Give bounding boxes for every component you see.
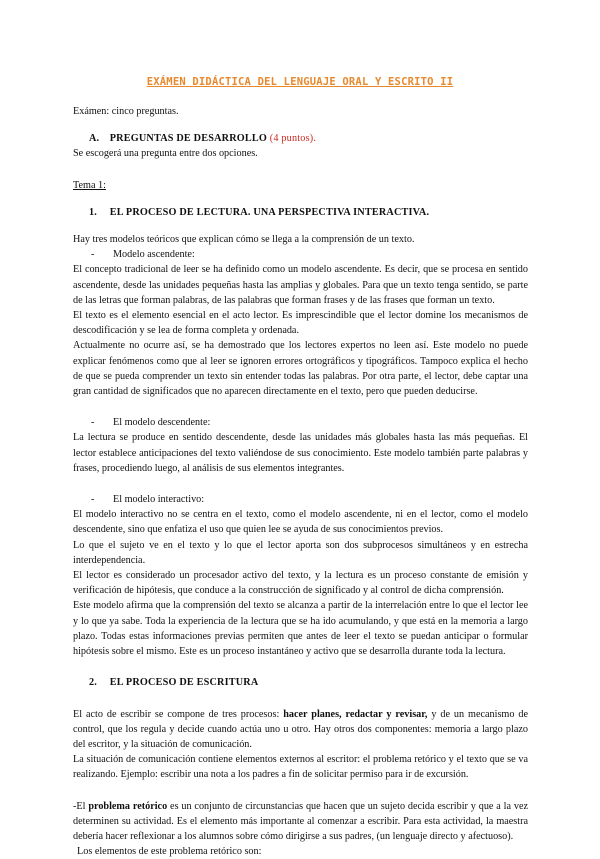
document-body <box>73 104 528 859</box>
escritura-paragraph-2: La situación de comunicación contiene elementos externos al escritor: el problema retórico y el texto que se va realizando. Ejemplo: escribir una nota a los padres a fin de solicitar permiso para ir de excursión. <box>73 754 528 781</box>
ascendente-paragraph-1: El concepto tradicional de leer se ha definido como un modelo ascendente. Es decir, que se procesa en sentido ascendente, desde las unidades pequeñas hasta las amplias y globales. Para que un texto tenga sentido, se parte de las letras que forman palabras, de las palabras que forman frases y de las frases que forman un texto. <box>73 264 528 306</box>
bullet-interactivo: - El modelo interactivo: <box>91 494 205 506</box>
interactivo-paragraph-1: El modelo interactivo no se centra en el texto, como el modelo ascendente, ni en el lector, como el modelo descendente, sino que enfatiza el uso que quien lee se ayuda de sus conocimientos previos. <box>73 509 528 536</box>
section-a-label: PREGUNTAS DE DESARROLLO <box>109 133 267 145</box>
tema-label: Tema 1: <box>73 179 106 191</box>
bullet-ascendente: - Modelo ascendente: <box>91 249 195 261</box>
heading-escritura <box>73 675 528 690</box>
heading-lectura-text: EL PROCESO DE LECTURA. UNA PERSPECTIVA INTERACTIVA. <box>109 206 430 218</box>
bullet-descendente: - El modelo descendente: <box>91 417 211 429</box>
interactivo-paragraph-3: El lector es considerado un procesador activo del texto, y la lectura es un proceso constante de emisión y verificación de hipótesis, que conduce a la construcción de significado y al control de dicha comprensión. <box>73 570 528 597</box>
ascendente-paragraph-3: Actualmente no ocurre así, se ha demostrado que los lectores expertos no leen así. Este modelo no puede explicar fenómenos como que al leer se ignoren errores ortográficos y tipográficos. Tampoco explica el hecho de que se pueda comprender un texto sin entender todas las palabras. Por otra parte, el lector, debe captar una gran cantidad de significados que no aparecen directamente en el texto, pero que pueden deducirse. <box>73 340 528 398</box>
section-a-letter: A. <box>89 133 100 145</box>
document-title: EXÁMEN DIDÁCTICA DEL LENGUAJE ORAL Y ESCRITO II <box>146 76 454 88</box>
escritura-paragraph-1 <box>73 707 528 753</box>
heading-lectura-number: 1. <box>89 206 98 218</box>
exam-intro: Exámen: cinco preguntas. <box>73 106 179 117</box>
escritura-p1-end: y de un mecanismo de control, que los regula y decide cuando actúa uno u otro. Hay otros dos componentes: memoria a largo plazo del escritor, y la situación de comunicación. <box>73 708 528 750</box>
lectura-intro: Hay tres modelos teóricos que explican cómo se llega a la comprensión de un texto. <box>73 234 415 246</box>
label-ascendente: Modelo ascendente: <box>113 249 195 261</box>
escritura-p1-bold: hacer planes, redactar y revisar, <box>283 708 428 720</box>
label-interactivo: El modelo interactivo: <box>113 494 205 506</box>
ascendente-paragraph-2: El texto es el elemento esencial en el acto lector. Es imprescindible que el lector domine los mecanismos de descodificación y se lea de forma completa y ordenada. <box>73 310 528 337</box>
heading-escritura-number: 2. <box>89 677 98 689</box>
escritura-p3-bold: problema retórico <box>88 800 168 812</box>
heading-lectura <box>73 205 528 220</box>
label-descendente: El modelo descendente: <box>113 417 211 429</box>
interactivo-paragraph-2: Lo que el sujeto ve en el texto y lo que el lector aporta son dos subprocesos simultáneos y en estrecha interdependencia. <box>73 539 528 566</box>
escritura-paragraph-3 <box>73 799 528 845</box>
heading-escritura-text: EL PROCESO DE ESCRITURA <box>109 677 259 689</box>
escritura-paragraph-4: Los elementos de este problema retórico son: <box>77 846 262 858</box>
escritura-p3-start: -El <box>73 800 89 812</box>
interactivo-paragraph-4: Este modelo afirma que la comprensión del texto se alcanza a partir de la interrelación entre lo que el lector lee y lo que ya sabe. Toda la experiencia de la lectura que se ha ido acumulando, y que está en la memoria a largo plazo. Todas estas informaciones previas permiten que antes de leer el texto se puedan anticipar o formular hipótesis sobre el mismo. Este es un proceso instantáneo y activo que se desarrolla durante toda la lectura. <box>73 600 528 658</box>
section-a-heading <box>73 131 528 146</box>
section-a-points: (4 puntos). <box>269 133 317 145</box>
section-a-note: Se escogerá una pregunta entre dos opciones. <box>73 148 258 160</box>
escritura-p1-start: El acto de escribir se compone de tres procesos: <box>73 708 284 720</box>
descendente-paragraph-1: La lectura se produce en sentido descendente, desde las unidades más globales hasta las más pequeñas. El lector establece anticipaciones del texto valiéndose de sus conocimiento. Este modelo también parte palabras y frases, procediendo luego, al análisis de sus elementos integrantes. <box>73 432 528 474</box>
escritura-p3-end: es un conjunto de circunstancias que hacen que un sujeto decida escribir y que a la vez determinen su actividad. Es el elemento más importante al comenzar a escribir. Para esta actividad, la maestra debería hacer reflexionar a los alumnos sobre cómo dirigirse a sus padres, (un lenguaje directo y afectuoso). <box>73 800 529 842</box>
